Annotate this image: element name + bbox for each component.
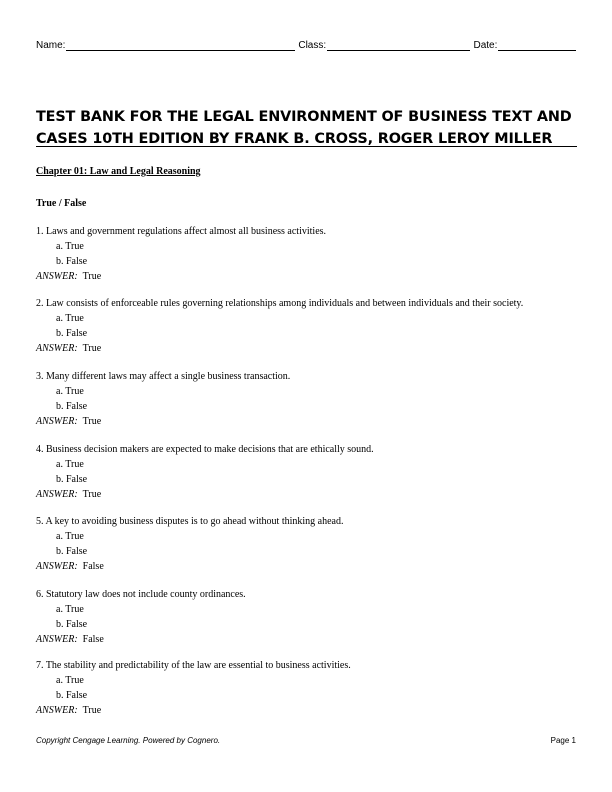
question-stem: 6. Statutory law does not include county ordinances. [36,589,246,600]
answer-row [36,487,581,502]
answer-row [36,632,581,647]
question-stem: 7. The stability and predictability of the law are essential to business activities. [36,660,351,671]
question-stem: 5. A key to avoiding business disputes is to go ahead without thinking ahead. [36,516,344,527]
answer-row [36,269,581,284]
answer-value: False [82,561,104,572]
option-true: a. True [56,313,84,324]
option-true: a. True [56,531,84,542]
question-stem: 2. Law consists of enforceable rules governing relationships among individuals and between individuals and their society. [36,298,524,309]
option-false: b. False [56,401,88,412]
answer-value: True [82,705,102,716]
page-footer [36,736,576,745]
option-true: a. True [56,604,84,615]
section-heading: True / False [36,198,87,209]
answer-label: ANSWER: [36,343,78,354]
option-true: a. True [56,459,84,470]
option-true: a. True [56,241,84,252]
answer-label: ANSWER: [36,705,78,716]
answer-row [36,703,581,718]
option-false: b. False [56,619,88,630]
class-label: Class: [298,40,327,51]
question-2 [36,296,581,356]
answer-value: False [82,634,104,645]
answer-row [36,559,581,574]
class-blank[interactable] [327,38,470,51]
option-false: b. False [56,474,88,485]
question-5 [36,514,581,574]
answer-label: ANSWER: [36,416,78,427]
title-divider [36,146,577,147]
title-line-1: TEST BANK FOR THE LEGAL ENVIRONMENT OF BUSINESS TEXT AND [36,109,572,125]
chapter-heading: Chapter 01: Law and Legal Reasoning [36,166,201,177]
option-false: b. False [56,256,88,267]
answer-row [36,414,581,429]
document-title [36,106,576,150]
option-true: a. True [56,386,84,397]
question-stem: 4. Business decision makers are expected to make decisions that are ethically sound. [36,444,374,455]
option-false: b. False [56,690,88,701]
answer-value: True [82,489,102,500]
question-stem: 1. Laws and government regulations affect almost all business activities. [36,226,327,237]
question-1 [36,224,581,284]
answer-value: True [82,416,102,427]
option-false: b. False [56,328,88,339]
option-true: a. True [56,675,84,686]
name-blank[interactable] [66,38,295,51]
question-4 [36,442,581,502]
copyright-text: Copyright Cengage Learning. Powered by Cognero. [36,736,221,745]
option-false: b. False [56,546,88,557]
answer-value: True [82,343,102,354]
name-label: Name: [36,40,66,51]
question-7 [36,658,581,718]
answer-row [36,341,581,356]
answer-label: ANSWER: [36,271,78,282]
question-stem: 3. Many different laws may affect a single business transaction. [36,371,291,382]
answer-label: ANSWER: [36,489,78,500]
answer-label: ANSWER: [36,561,78,572]
date-blank[interactable] [498,38,576,51]
page-number: Page 1 [550,736,576,745]
question-3 [36,369,581,429]
answer-label: ANSWER: [36,634,78,645]
date-label: Date: [473,40,498,51]
title-line-2: CASES 10TH EDITION BY FRANK B. CROSS, ROGER LEROY MILLER [36,131,553,147]
student-info-header [36,35,576,51]
question-6 [36,587,581,647]
answer-value: True [82,271,102,282]
